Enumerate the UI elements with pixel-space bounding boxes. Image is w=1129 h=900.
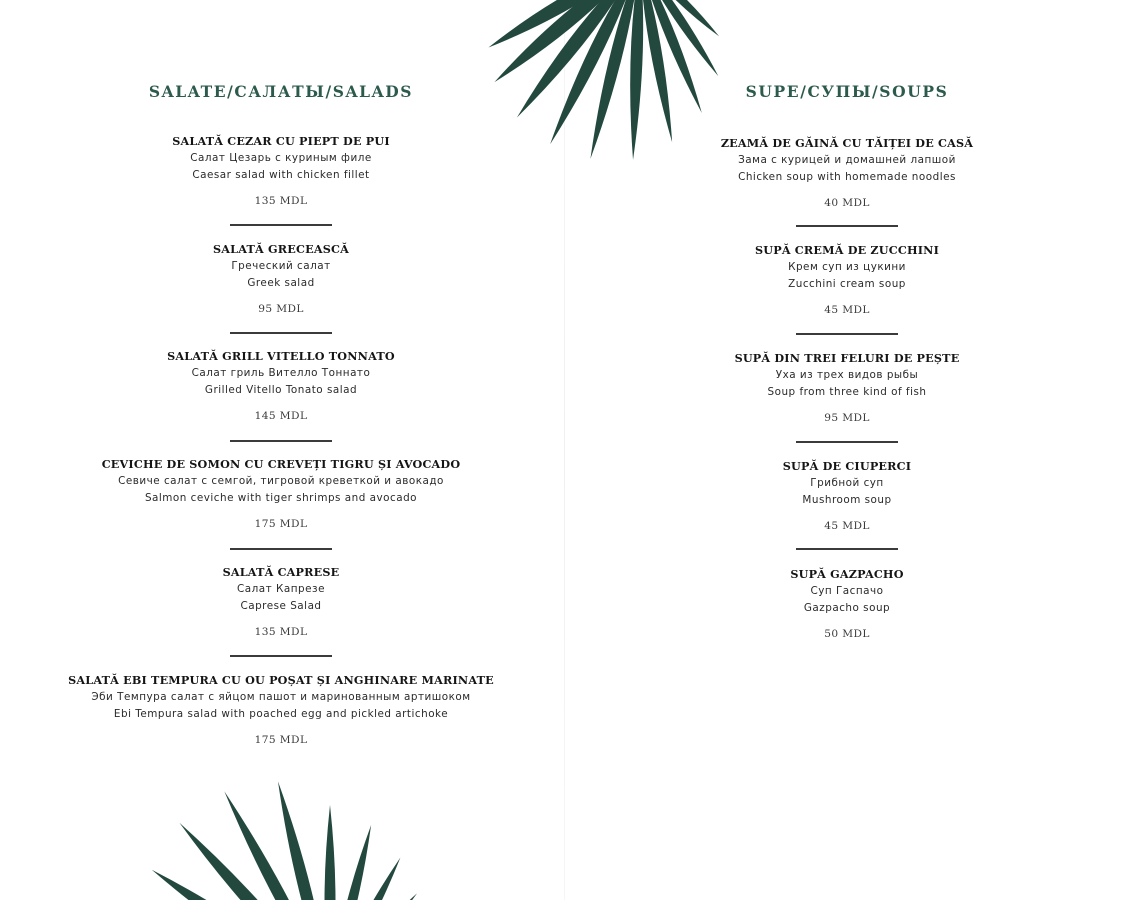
item-name-ru: Салат Капрезе [237, 583, 325, 595]
item-separator [796, 441, 898, 443]
item-name-ru: Крем суп из цукини [788, 261, 906, 273]
item-price: 95 MDL [824, 412, 870, 424]
item-name: CEVICHE DE SOMON CU CREVEȚI TIGRU ȘI AVOCADO [101, 457, 461, 471]
item-name: SUPĂ DE CIUPERCI [782, 459, 912, 473]
item-separator [230, 332, 332, 334]
item-name-en: Grilled Vitello Tonato salad [204, 384, 358, 396]
item-separator [796, 333, 898, 335]
item-name-ru: Эби Темпура салат с яйцом пашот и маринованным артишоком [91, 691, 471, 703]
salads-title: SALATE/САЛАТЫ/SALADS [148, 82, 414, 101]
item-name-en: Caprese Salad [240, 600, 322, 612]
item-name-ru: Уха из трех видов рыбы [775, 369, 919, 381]
item-name: SUPĂ DIN TREI FELURI DE PEȘTE [734, 351, 960, 365]
item-name-en: Salmon ceviche with tiger shrimps and avocado [144, 492, 418, 504]
item-name: SALATĂ GRILL VITELLO TONNATO [167, 349, 395, 363]
item-separator [230, 655, 332, 657]
menu-item [66, 672, 496, 747]
item-price: 135 MDL [254, 626, 308, 638]
item-name: SALATĂ CAPRESE [222, 565, 340, 579]
item-separator [230, 440, 332, 442]
menu-item [66, 456, 496, 531]
item-name-ru: Греческий салат [231, 260, 331, 272]
item-name-ru: Севиче салат с семгой, тигровой креветкой и авокадо [118, 475, 444, 487]
item-name: SALATĂ GRECEASCĂ [213, 242, 349, 256]
item-price: 175 MDL [254, 518, 308, 530]
item-name-en: Caesar salad with chicken fillet [192, 169, 370, 181]
menu-item [632, 135, 1062, 210]
menu-item [632, 350, 1062, 425]
item-name-en: Chicken soup with homemade noodles [738, 171, 956, 183]
bottom-palm-leaf-icon [142, 781, 417, 900]
item-separator [230, 548, 332, 550]
item-name-en: Greek salad [247, 277, 315, 289]
soups-title: SUPE/СУПЫ/SOUPS [745, 82, 949, 101]
item-separator [230, 224, 332, 226]
menu-item [66, 564, 496, 639]
item-name-ru: Суп Гаспачо [810, 585, 884, 597]
item-name-ru: Салат Цезарь с куриным филе [190, 152, 372, 164]
item-separator [796, 225, 898, 227]
item-separator [796, 548, 898, 550]
item-price: 40 MDL [824, 197, 870, 209]
item-price: 50 MDL [824, 628, 870, 640]
item-name-ru: Грибной суп [810, 477, 884, 489]
item-name: ZEAMĂ DE GĂINĂ CU TĂIȚEI DE CASĂ [720, 136, 974, 150]
item-name: SALATĂ EBI TEMPURA CU OU POȘAT ȘI ANGHINARE MARINATE [68, 673, 494, 687]
item-price: 45 MDL [824, 304, 870, 316]
item-price: 145 MDL [254, 410, 308, 422]
item-name-en: Soup from three kind of fish [767, 386, 927, 398]
item-name-en: Zucchini cream soup [788, 278, 906, 290]
item-name-ru: Салат гриль Вителло Тоннато [191, 367, 371, 379]
item-name: SUPĂ CREMĂ DE ZUCCHINI [754, 243, 940, 257]
item-name: SUPĂ GAZPACHO [790, 567, 904, 581]
item-price: 45 MDL [824, 520, 870, 532]
menu-item [66, 133, 496, 208]
item-name-ru: Зама с курицей и домашней лапшой [738, 154, 956, 166]
item-price: 175 MDL [254, 734, 308, 746]
menu-item [632, 242, 1062, 317]
menu-item [632, 458, 1062, 533]
item-price: 95 MDL [258, 303, 304, 315]
item-name-en: Ebi Tempura salad with poached egg and pickled artichoke [113, 708, 449, 720]
item-name: SALATĂ CEZAR CU PIEPT DE PUI [172, 134, 390, 148]
menu-item [66, 241, 496, 316]
item-name-en: Mushroom soup [802, 494, 892, 506]
menu-item [66, 348, 496, 423]
item-price: 135 MDL [254, 195, 308, 207]
item-name-en: Gazpacho soup [803, 602, 891, 614]
menu-item [632, 566, 1062, 641]
